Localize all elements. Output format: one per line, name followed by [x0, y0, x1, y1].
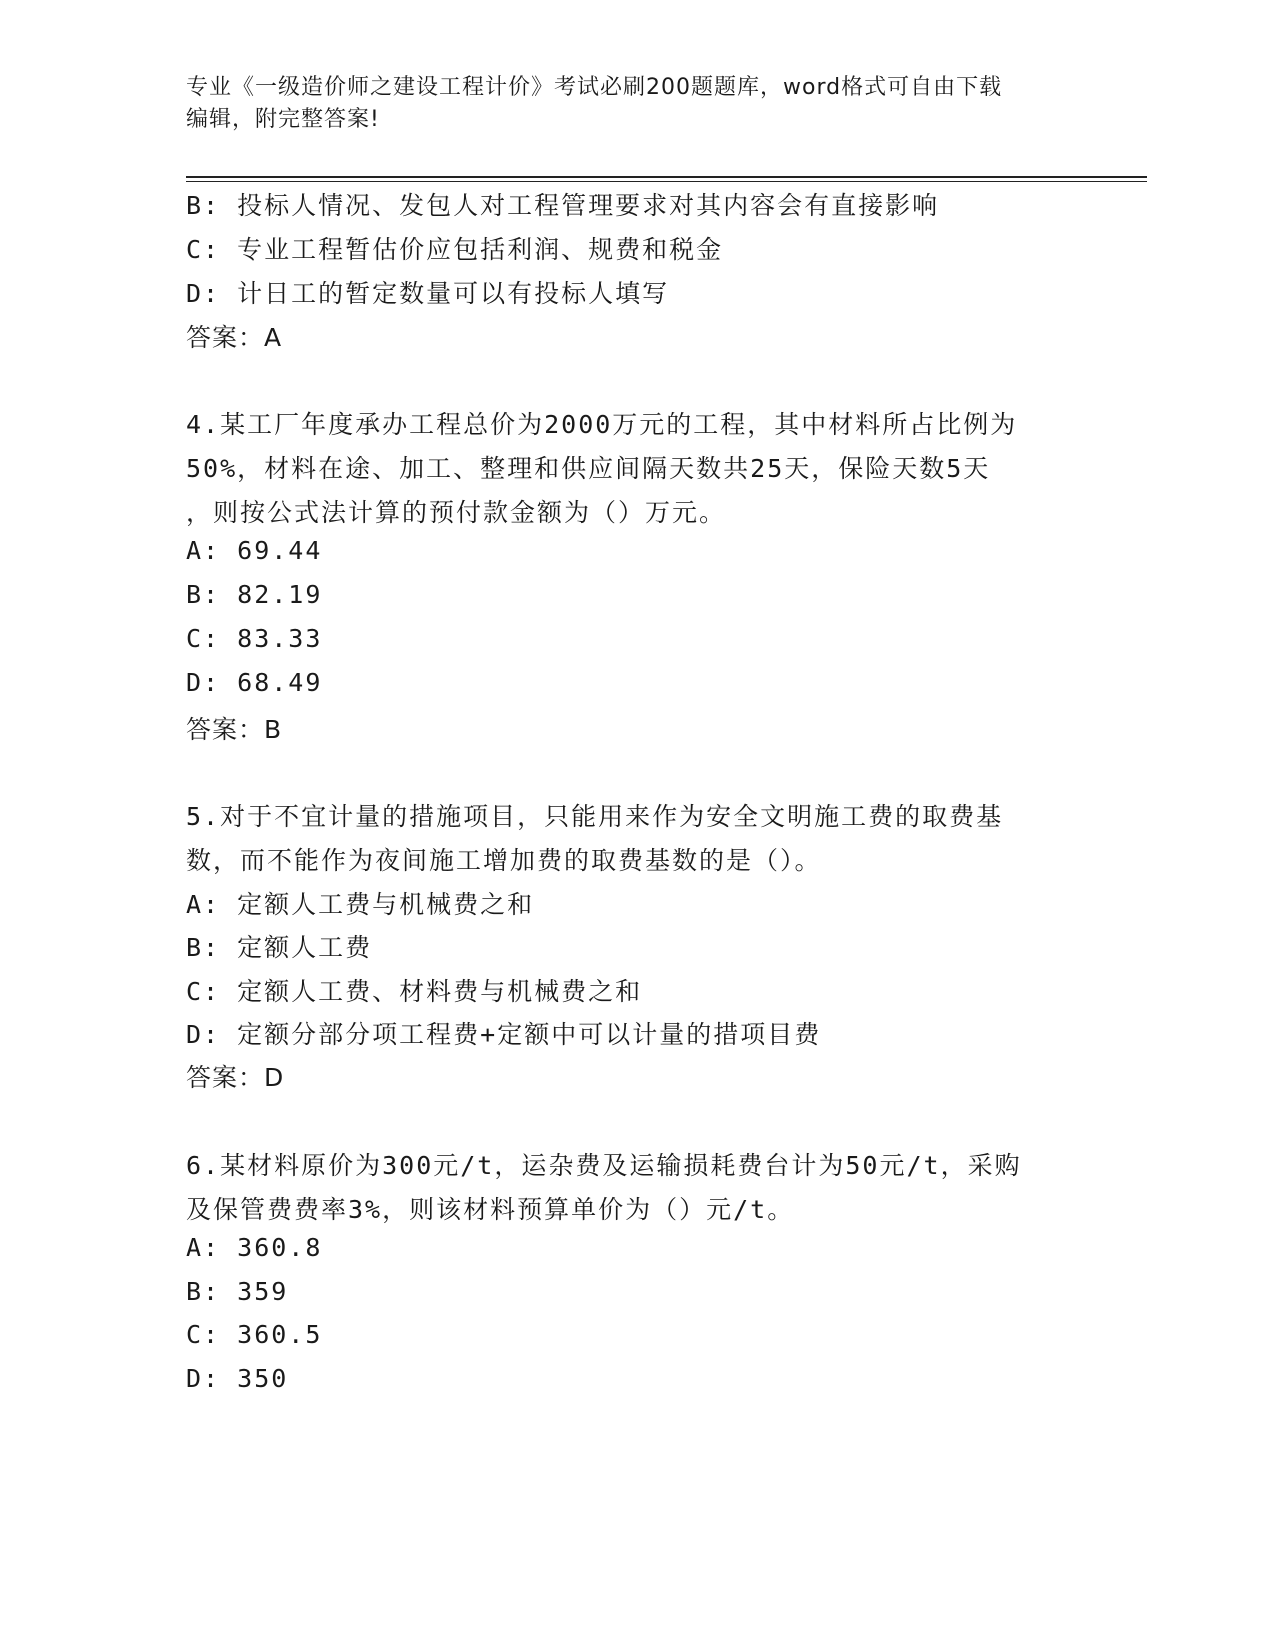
header-title-line-2: 编辑，附完整答案! — [186, 107, 380, 132]
q5-answer: 答案：D — [186, 1063, 285, 1092]
q5-stem-line-2: 数，而不能作为夜间施工增加费的取费基数的是（）。 — [186, 846, 822, 875]
q5-option-d: D: 定额分部分项工程费+定额中可以计量的措项目费 — [186, 1020, 822, 1049]
document-header — [186, 72, 1066, 136]
q4-option-d: D: 68.49 — [186, 668, 323, 697]
q6-option-b: B: 359 — [186, 1277, 289, 1306]
q3-answer: 答案：A — [186, 323, 283, 352]
q6-option-d: D: 350 — [186, 1364, 289, 1393]
q5-option-a: A: 定额人工费与机械费之和 — [186, 890, 535, 919]
q6-stem-line-1: 6.某材料原价为300元/t，运杂费及运输损耗费台计为50元/t，采购 — [186, 1151, 1022, 1180]
q3-option-d: D: 计日工的暂定数量可以有投标人填写 — [186, 279, 670, 308]
q4-stem-line-2: 50%，材料在途、加工、整理和供应间隔天数共25天，保险天数5天 — [186, 454, 991, 483]
q5-option-b: B: 定额人工费 — [186, 933, 373, 962]
q6-option-c: C: 360.5 — [186, 1320, 323, 1349]
q4-stem-line-1: 4.某工厂年度承办工程总价为2000万元的工程，其中材料所占比例为 — [186, 410, 1018, 439]
q3-option-b: B: 投标人情况、发包人对工程管理要求对其内容会有直接影响 — [186, 191, 940, 220]
q5-stem-line-1: 5.对于不宜计量的措施项目，只能用来作为安全文明施工费的取费基 — [186, 802, 1004, 831]
q3-option-c: C: 专业工程暂估价应包括利润、规费和税金 — [186, 235, 724, 264]
q4-answer: 答案：B — [186, 715, 283, 744]
q6-stem-line-2: 及保管费费率3%，则该材料预算单价为（）元/t。 — [186, 1195, 795, 1224]
q4-option-c: C: 83.33 — [186, 624, 323, 653]
q4-stem-line-3: ，则按公式法计算的预付款金额为（）万元。 — [186, 498, 727, 527]
q5-option-c: C: 定额人工费、材料费与机械费之和 — [186, 977, 643, 1006]
header-title-line-1: 专业《一级造价师之建设工程计价》考试必刷200题题库，word格式可自由下载 — [186, 75, 1003, 100]
q4-option-b: B: 82.19 — [186, 580, 323, 609]
header-divider — [186, 176, 1147, 182]
q6-option-a: A: 360.8 — [186, 1233, 323, 1262]
q4-option-a: A: 69.44 — [186, 536, 323, 565]
